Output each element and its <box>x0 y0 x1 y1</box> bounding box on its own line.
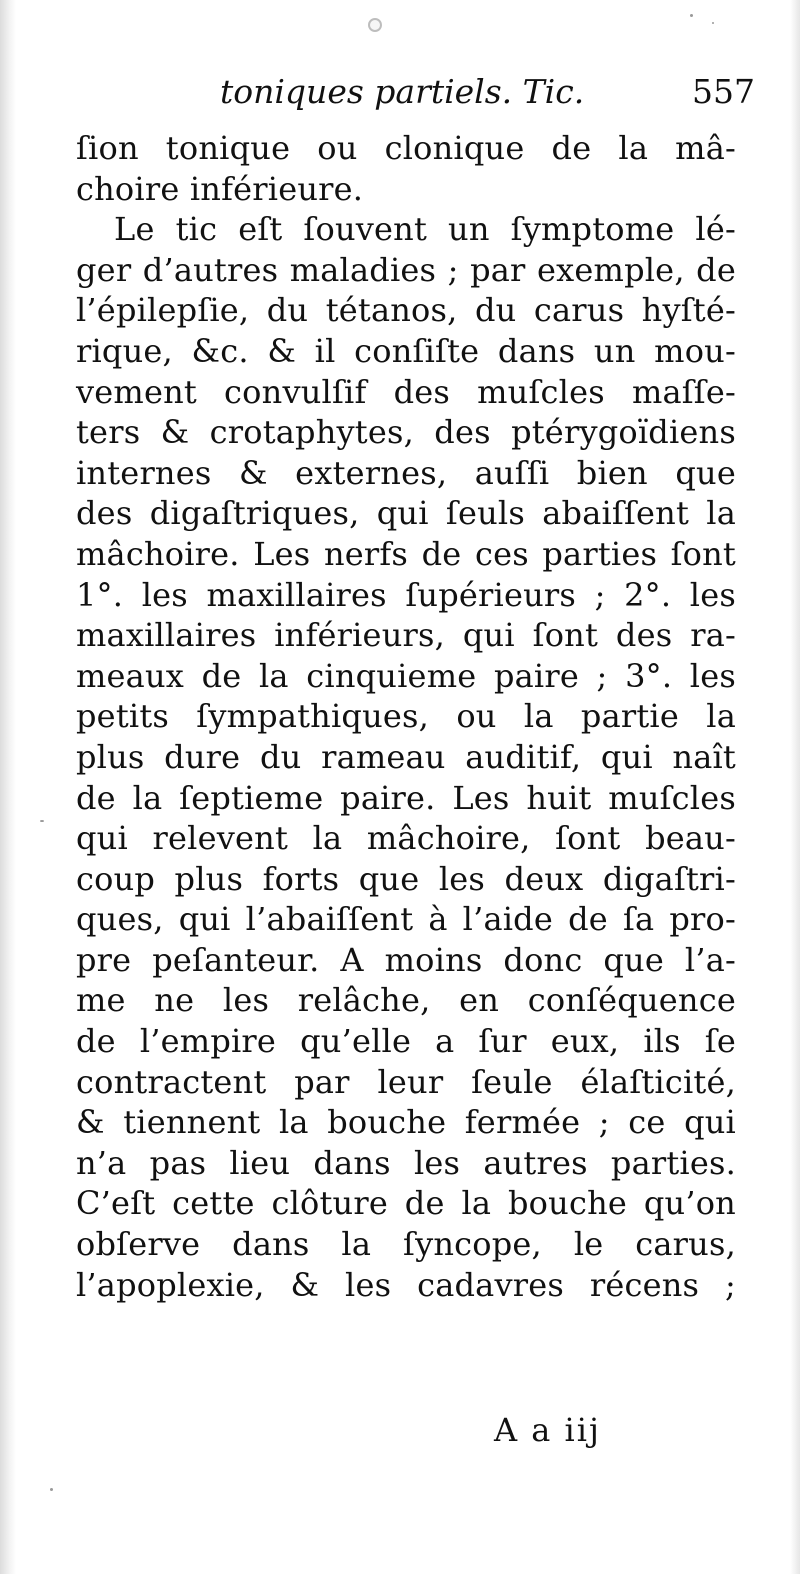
text-line: petits ſympathiques, ou la partie la <box>76 697 736 736</box>
text-line: C’eſt cette clôture de la bouche qu’on <box>76 1184 736 1223</box>
text-line: ger d’autres maladies ; par exemple, de <box>76 250 736 289</box>
signature-mark: A a iij <box>494 1411 601 1449</box>
text-line: rique, &c. & il conſiſte dans un mou- <box>76 331 736 370</box>
text-line: de l’empire qu’elle a ſur eux, ils ſe <box>76 1022 736 1061</box>
text-line: l’apoplexie, & les cadavres récens ; <box>76 1265 736 1304</box>
text-line: me ne les relâche, en conſéquence <box>76 981 736 1020</box>
text-line: pre peſanteur. A moins donc que l’a- <box>76 940 736 979</box>
running-head <box>200 70 755 114</box>
text-line: ques, qui l’abaiſſent à l’aide de ſa pro- <box>76 900 736 939</box>
scan-edge-right <box>790 0 800 1574</box>
text-line: 1°. les maxillaires ſupérieurs ; 2°. les <box>76 575 736 614</box>
text-line: & tiennent la bouche fermée ; ce qui <box>76 1103 736 1142</box>
text-line: de la ſeptieme paire. Les huit muſcles <box>76 778 736 817</box>
scan-edge-left <box>0 0 16 1574</box>
text-line: n’a pas lieu dans les autres parties. <box>76 1143 736 1182</box>
text-line: vement convulſif des muſcles maſſe- <box>76 372 736 411</box>
scan-speck <box>690 14 693 17</box>
binding-hole <box>368 18 382 32</box>
text-line: maxillaires inférieurs, qui ſont des ra- <box>76 616 736 655</box>
text-line: mâchoire. Les nerfs de ces parties ſont <box>76 534 736 573</box>
text-line: ſion tonique ou clonique de la mâ- <box>76 129 736 167</box>
text-line: internes & externes, auſſi bien que <box>76 453 736 492</box>
scan-speck <box>712 22 714 24</box>
running-head-title: toniques partiels. Tic. <box>220 72 585 111</box>
text-line: meaux de la cinquieme paire ; 3°. les <box>76 656 736 695</box>
text-line: des digaſtriques, qui ſeuls abaiſſent la <box>76 494 736 533</box>
text-line: choire inférieure. <box>76 169 364 208</box>
text-line: qui relevent la mâchoire, ſont beau- <box>76 819 736 858</box>
text-line: plus dure du rameau auditif, qui naît <box>76 737 736 776</box>
text-line: Le tic eſt ſouvent un ſymptome lé- <box>114 210 736 249</box>
text-line: l’épilepſie, du tétanos, du carus hyſté- <box>76 291 736 330</box>
page-number: 557 <box>692 72 755 111</box>
text-line: coup plus forts que les deux digaſtri- <box>76 859 736 898</box>
body-text <box>76 128 736 1305</box>
text-line: ters & crotaphytes, des ptérygoïdiens <box>76 413 736 452</box>
scan-speck <box>50 1488 53 1491</box>
text-line: contractent par leur ſeule élaſticité, <box>76 1062 736 1101</box>
text-line: obſerve dans la ſyncope, le carus, <box>76 1225 736 1264</box>
scan-speck <box>40 820 44 822</box>
